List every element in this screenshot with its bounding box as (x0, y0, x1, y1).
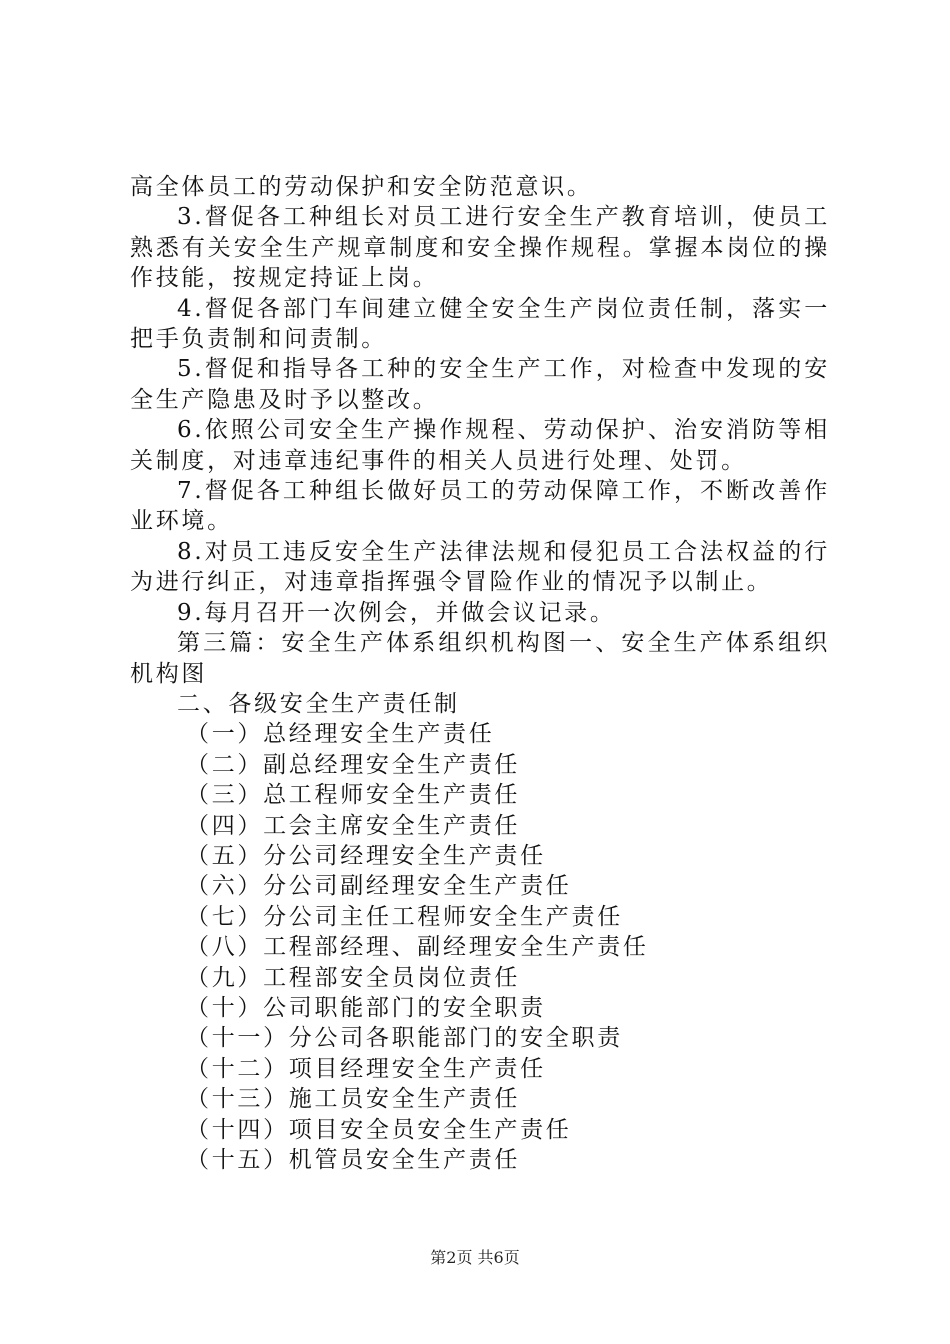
list-item: （十五）机管员安全生产责任 (186, 1147, 521, 1173)
document-body (130, 172, 830, 1175)
list-item: （十二）项目经理安全生产责任 (186, 1055, 546, 1082)
list-item: （十三）施工员安全生产责任 (186, 1086, 521, 1113)
list-item: （三）总工程师安全生产责任 (186, 782, 521, 809)
section-heading-part-three: 第三篇：安全生产体系组织机构图一、安全生产体系组织机构图 (130, 630, 830, 687)
paragraph-item-9: 9.每月召开一次例会，并做会议记录。 (177, 599, 616, 626)
list-item: （二）副总经理安全生产责任 (186, 751, 521, 778)
paragraph-continuation: 高全体员工的劳动保护和安全防范意识。 (130, 174, 593, 200)
section-heading-responsibility-system: 二、各级安全生产责任制 (177, 690, 460, 717)
list-item: （七）分公司主任工程师安全生产责任 (186, 903, 623, 930)
paragraph-item-7: 7.督促各工种组长做好员工的劳动保障工作，不断改善作业环境。 (130, 478, 830, 535)
paragraph-item-3: 3.督促各工种组长对员工进行安全生产教育培训，使员工熟悉有关安全生产规章制度和安全操作规程。掌握本岗位的操作技能，按规定持证上岗。 (130, 204, 830, 292)
paragraph-item-4: 4.督促各部门车间建立健全安全生产岗位责任制，落实一把手负责制和问责制。 (130, 295, 830, 353)
page-number-footer: 第2页 共6页 (430, 1248, 520, 1267)
list-item: （六）分公司副经理安全生产责任 (186, 873, 572, 900)
list-item: （五）分公司经理安全生产责任 (186, 842, 546, 869)
paragraph-item-6: 6.依照公司安全生产操作规程、劳动保护、治安消防等相关制度，对违章违纪事件的相关人员进行处理、处罚。 (130, 417, 830, 474)
list-item: （四）工会主席安全生产责任 (186, 812, 521, 839)
list-item: （九）工程部安全员岗位责任 (186, 964, 521, 991)
list-item: （八）工程部经理、副经理安全生产责任 (186, 934, 649, 961)
paragraph-item-8: 8.对员工违反安全生产法律法规和侵犯员工合法权益的行为进行纠正，对违章指挥强令冒险作业的情况予以制止。 (130, 538, 830, 596)
paragraph-item-5: 5.督促和指导各工种的安全生产工作，对检查中发现的安全生产隐患及时予以整改。 (130, 356, 830, 413)
list-item: （十）公司职能部门的安全职责 (186, 994, 546, 1021)
list-item: （十一）分公司各职能部门的安全职责 (186, 1025, 623, 1052)
list-item: （十四）项目安全员安全生产责任 (186, 1116, 572, 1143)
list-item: （一）总经理安全生产责任 (186, 721, 495, 748)
